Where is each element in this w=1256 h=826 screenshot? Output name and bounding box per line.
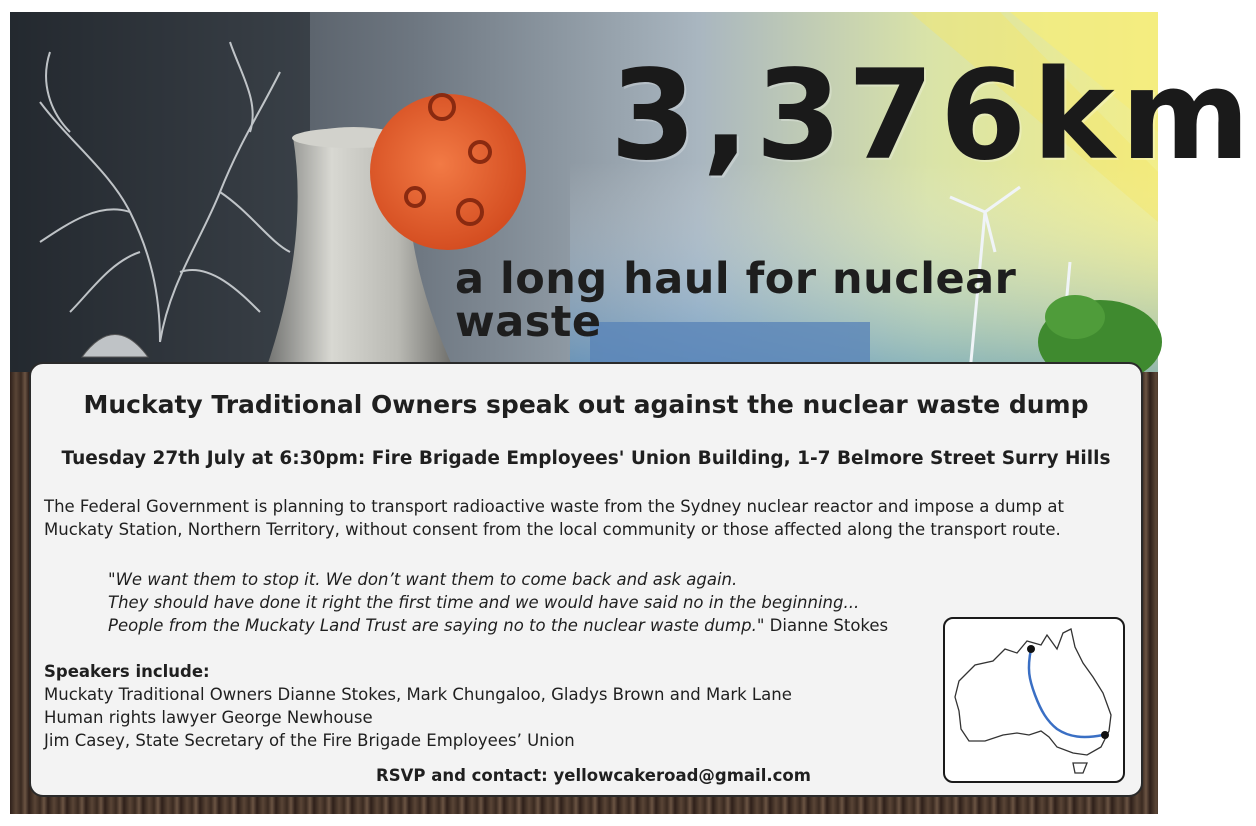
speaker-item: Muckaty Traditional Owners Dianne Stokes, Mark Chungaloo, Gladys Brown and Mark Lane — [44, 685, 792, 704]
speakers-section — [44, 660, 904, 752]
quote-line-last — [108, 614, 968, 637]
distance-headline: 3,376km — [610, 44, 1256, 188]
event-title: Muckaty Traditional Owners speak out against the nuclear waste dump — [83, 390, 1089, 419]
poster — [10, 12, 1256, 814]
event-info-card — [29, 362, 1143, 797]
australia-outline-icon — [945, 619, 1123, 781]
quote-block — [108, 568, 968, 637]
australia-route-map — [943, 617, 1125, 783]
intro-paragraph: The Federal Government is planning to transport radioactive waste from the Sydney nuclear reactor and impose a dump at Muckaty Station, Northern Territory, without consent from the local community or those affected along the transport route. — [44, 497, 1064, 539]
quote-attribution: Dianne Stokes — [769, 616, 889, 635]
quote-line: They should have done it right the first time and we would have said no in the beginning... — [108, 593, 860, 612]
quote-line: "We want them to stop it. We don’t want them to come back and ask again. — [108, 570, 738, 589]
quote-line-text: People from the Muckaty Land Trust are saying no to the nuclear waste dump." — [108, 616, 765, 635]
speaker-item: Jim Casey, State Secretary of the Fire Brigade Employees’ Union — [44, 731, 575, 750]
rsvp-contact: RSVP and contact: yellowcakeroad@gmail.com — [376, 766, 811, 785]
event-date-location: Tuesday 27th July at 6:30pm: Fire Brigade Employees' Union Building, 1-7 Belmore Street Surry Hills — [61, 448, 1111, 469]
speaker-item: Human rights lawyer George Newhouse — [44, 708, 373, 727]
route-start-marker — [1027, 645, 1035, 653]
speakers-heading: Speakers include: — [44, 662, 210, 681]
route-end-marker — [1101, 731, 1109, 739]
tagline: a long haul for nuclear waste — [455, 254, 1017, 347]
